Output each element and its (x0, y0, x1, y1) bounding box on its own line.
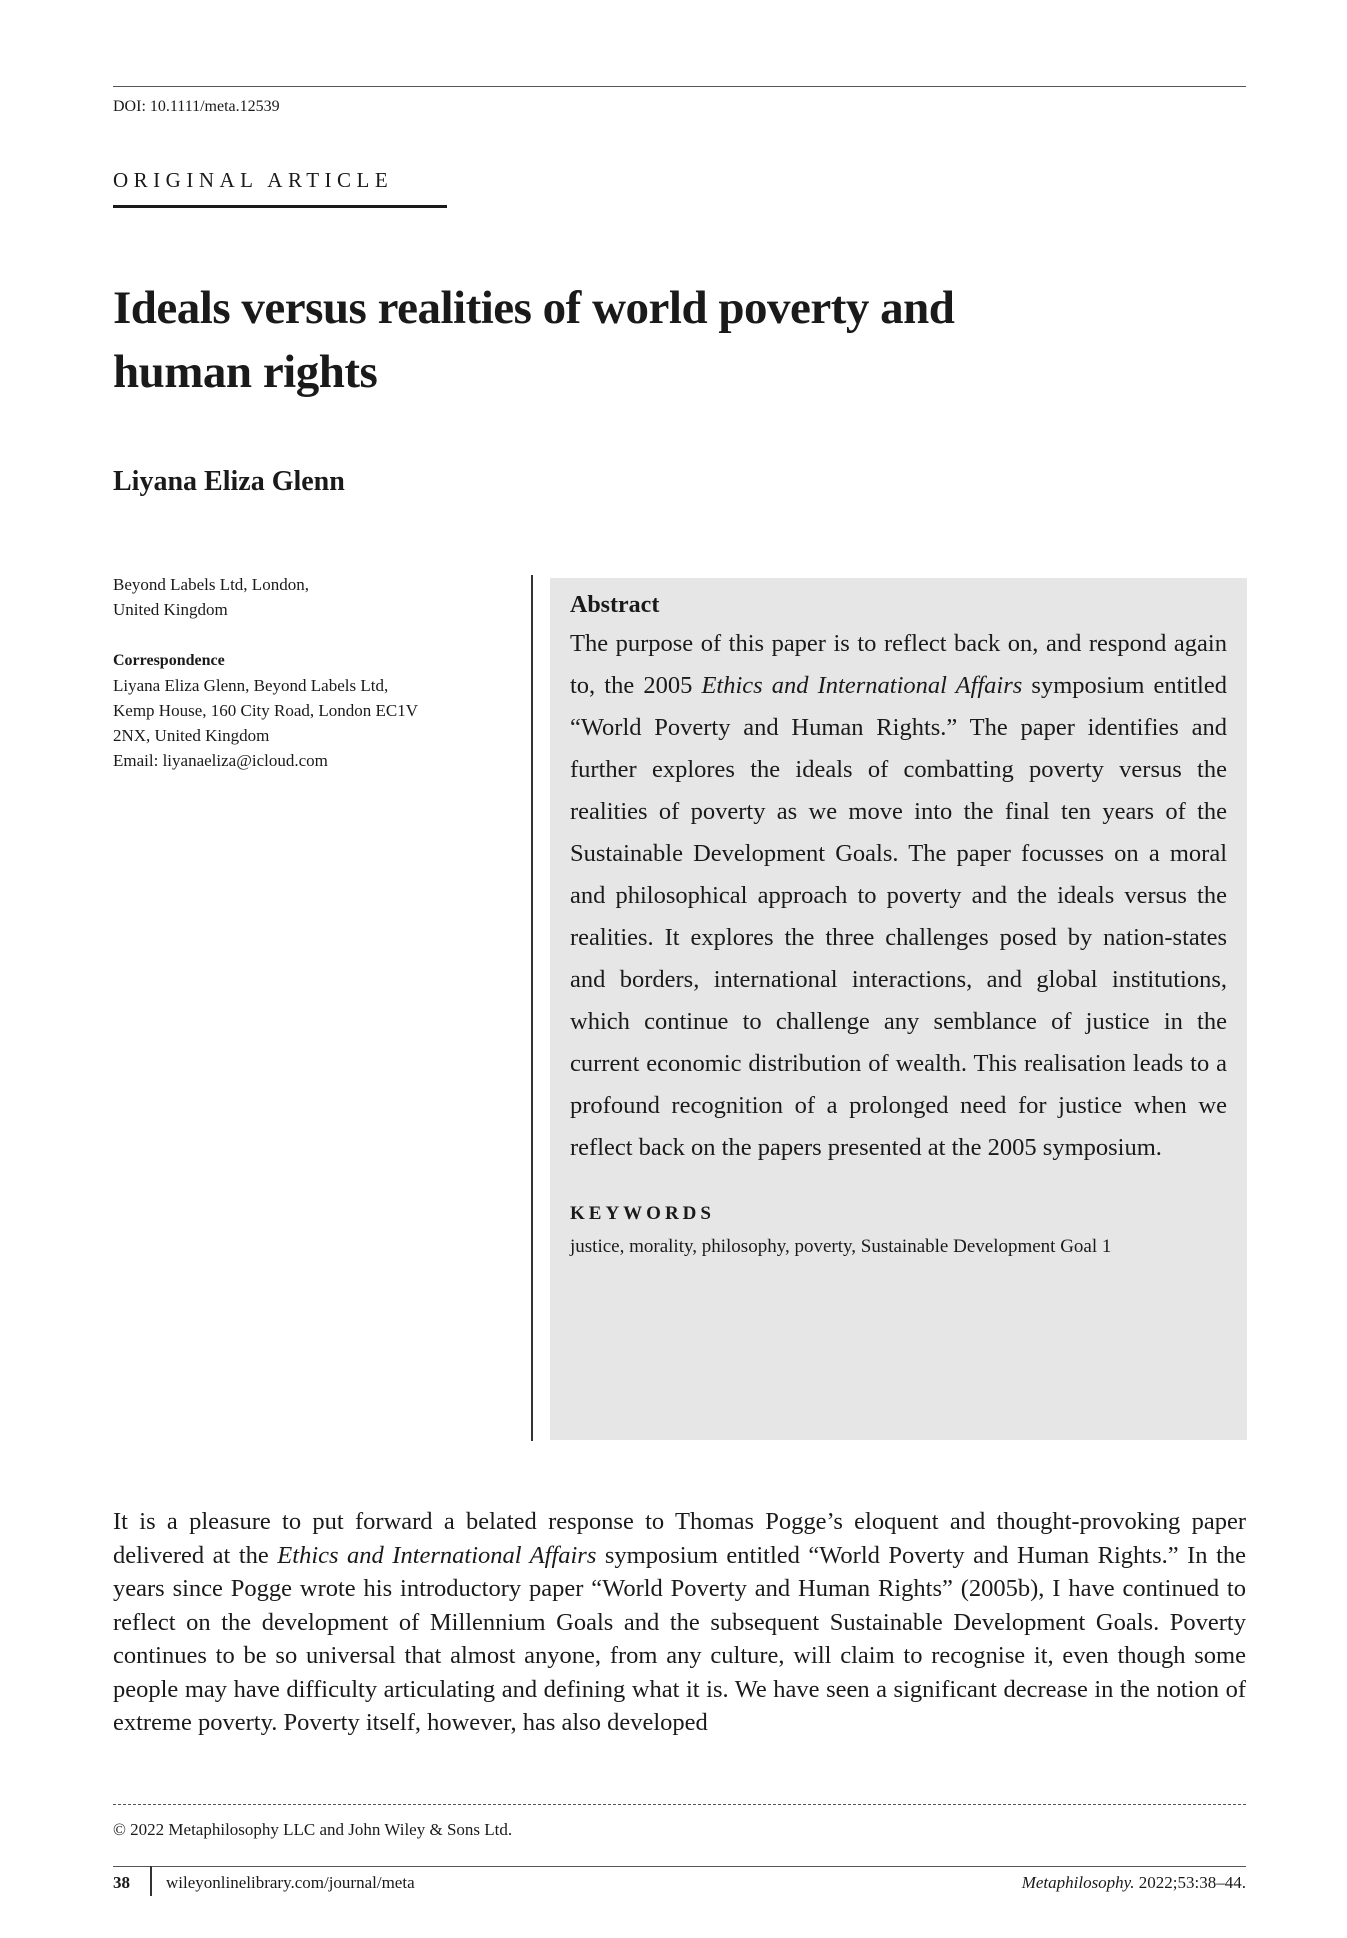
correspondence-heading: Correspondence (113, 652, 225, 669)
footnote-separator (113, 1804, 1246, 1805)
abstract-heading: Abstract (570, 592, 660, 618)
author-name: Liyana Eliza Glenn (113, 466, 345, 497)
article-type-underline (113, 205, 447, 208)
keywords-heading: KEYWORDS (570, 1203, 715, 1224)
abstract-box (550, 578, 1247, 1440)
abstract-journal-italic: Ethics and International Affairs (701, 672, 1023, 699)
affiliation (113, 572, 513, 622)
footer-rule (113, 1866, 1246, 1867)
journal-citation (1022, 1873, 1246, 1893)
article-type-label: ORIGINAL ARTICLE (113, 168, 394, 192)
page-number: 38 (113, 1873, 130, 1892)
article-title: Ideals versus realities of world poverty and human rights (113, 282, 955, 398)
abstract-text (570, 623, 1227, 1169)
column-divider (531, 575, 533, 1441)
body-paragraph (113, 1505, 1246, 1740)
abstract-text-part: The purpose of this paper is to reflect back on, and respond again to, the 2005 (570, 630, 1227, 699)
keywords-list: justice, morality, philosophy, poverty, Sustainable Development Goal 1 (570, 1236, 1112, 1257)
correspondence-email: Email: liyanaeliza@icloud.com (113, 751, 328, 770)
correspondence (113, 648, 533, 773)
doi: DOI: 10.1111/meta.12539 (113, 98, 280, 115)
copyright-notice: © 2022 Metaphilosophy LLC and John Wiley & Sons Ltd. (113, 1820, 513, 1839)
body-text-part: symposium entitled “World Poverty and Human Rights.” In the years since Pogge wrote his introductory paper “World Poverty and Human Rights” (2005b), I have continued to reflect on the development of Millennium Goals and the subsequent Sustainable Development Goals. Poverty continues to be so universal that almost anyone, from any culture, will claim to recognise it, even though some people may have difficulty articulating and defining what it is. We have seen a significant decrease in the notion of extreme poverty. Poverty itself, however, has also developed (113, 1541, 1247, 1736)
header-rule (113, 86, 1246, 87)
correspondence-line: 2NX, United Kingdom (113, 726, 270, 745)
correspondence-line: Liyana Eliza Glenn, Beyond Labels Ltd, (113, 676, 389, 695)
body-text-part: It is a pleasure to put forward a belated response to Thomas Pogge’s eloquent and thought-provoking paper delivered at the (113, 1508, 1246, 1569)
body-journal-italic: Ethics and International Affairs (277, 1541, 597, 1569)
citation-details: 2022;53:38–44. (1134, 1873, 1246, 1892)
affiliation-line: Beyond Labels Ltd, London, (113, 575, 309, 594)
journal-website-link[interactable]: wileyonlinelibrary.com/journal/meta (166, 1873, 415, 1892)
journal-name: Metaphilosophy. (1021, 1873, 1135, 1892)
abstract-text-part: symposium entitled “World Poverty and Human Rights.” The paper identifies and further explores the ideals of combatting poverty versus the realities of poverty as we move into the final ten years of the Sustainable Development Goals. The paper focusses on a moral and philosophical approach to poverty and the ideals versus the realities. It explores the three challenges posed by nation-states and borders, international interactions, and global institutions, which continue to challenge any semblance of justice in the current economic distribution of wealth. This realisation leads to a profound recognition of a prolonged need for justice when we reflect back on the papers presented at the 2005 symposium. (570, 672, 1227, 1161)
footer-divider (150, 1866, 152, 1896)
correspondence-line: Kemp House, 160 City Road, London EC1V (113, 701, 419, 720)
affiliation-line: United Kingdom (113, 600, 228, 619)
